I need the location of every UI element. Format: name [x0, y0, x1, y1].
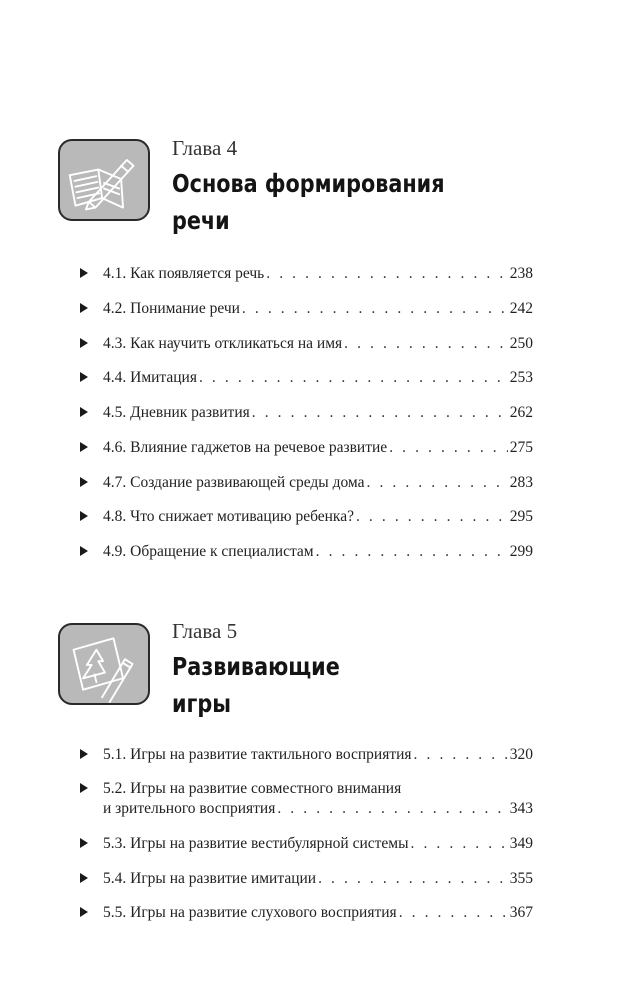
toc-item-page: 343: [509, 800, 533, 817]
toc-item-page: 250: [509, 335, 533, 352]
bullet-triangle-icon: [80, 838, 88, 848]
toc-item-page: 355: [509, 870, 533, 887]
chapter-5-header: [58, 619, 538, 743]
drawing-pencil-icon: [58, 623, 150, 705]
toc-item-title: 4.3. Как научить откликаться на имя: [103, 335, 343, 352]
toc-item-title: 5.1. Игры на развитие тактильного восприятия: [103, 746, 412, 763]
toc-item-page: 295: [509, 508, 533, 525]
toc-item-title: 4.7. Создание развивающей среды дома: [103, 474, 365, 491]
toc-item-page: 283: [509, 474, 533, 491]
toc-item-title: 4.8. Что снижает мотивацию ребенка?: [103, 508, 354, 525]
bullet-triangle-icon: [80, 338, 88, 348]
bullet-triangle-icon: [80, 907, 88, 917]
chapter-4-title-line2: речи: [172, 206, 230, 235]
notebook-pen-icon: [58, 139, 150, 221]
toc-item-title-line1: 5.2. Игры на развитие совместного внимания: [103, 780, 402, 797]
chapter-4-title-line1: Основа формирования: [172, 169, 445, 198]
chapter-5-title: [172, 648, 340, 722]
toc-item-title: 4.2. Понимание речи: [103, 300, 240, 317]
toc-item-page: 275: [509, 439, 533, 456]
chapter-5-title-line2: игры: [172, 689, 232, 718]
toc-item-title: 4.9. Обращение к специалистам: [103, 543, 314, 560]
bullet-triangle-icon: [80, 442, 88, 452]
bullet-triangle-icon: [80, 372, 88, 382]
toc-item-page: 242: [509, 300, 533, 317]
toc-item-title: 4.6. Влияние гаджетов на речевое развитие: [103, 439, 388, 456]
toc-item-title: 4.4. Имитация: [103, 369, 197, 386]
chapter-4-header: [58, 136, 538, 259]
toc-item-page: 238: [509, 265, 533, 282]
bullet-triangle-icon: [80, 783, 88, 793]
bullet-triangle-icon: [80, 268, 88, 278]
chapter-4-title: [172, 165, 445, 239]
toc-item-title: и зрительного восприятия: [103, 800, 276, 817]
bullet-triangle-icon: [80, 303, 88, 313]
toc-item-page: 262: [509, 404, 533, 421]
toc-item-title: 5.4. Игры на развитие имитации: [103, 870, 317, 887]
bullet-triangle-icon: [80, 477, 88, 487]
chapter-5-toc: [80, 745, 533, 925]
toc-item[interactable]: [80, 779, 533, 819]
toc-item-title: 5.3. Игры на развитие вестибулярной системы: [103, 835, 409, 852]
chapter-5-title-line1: Развивающие: [172, 652, 340, 681]
toc-item-page: 320: [509, 746, 533, 763]
bullet-triangle-icon: [80, 546, 88, 556]
bullet-triangle-icon: [80, 407, 88, 417]
toc-item-page: 367: [509, 904, 533, 921]
bullet-triangle-icon: [80, 873, 88, 883]
toc-item-page: 253: [509, 369, 533, 386]
chapter-4-toc: [80, 264, 533, 564]
toc-item-page: 349: [509, 835, 533, 852]
toc-item-title: 4.5. Дневник развития: [103, 404, 250, 421]
bullet-triangle-icon: [80, 749, 88, 759]
chapter-5-label: Глава 5: [172, 619, 238, 643]
chapter-4-label: Глава 4: [172, 136, 238, 160]
bullet-triangle-icon: [80, 511, 88, 521]
toc-item-title: 5.5. Игры на развитие слухового восприятия: [103, 904, 397, 921]
toc-item-page: 299: [509, 543, 533, 560]
toc-item-title: 4.1. Как появляется речь: [103, 265, 265, 282]
